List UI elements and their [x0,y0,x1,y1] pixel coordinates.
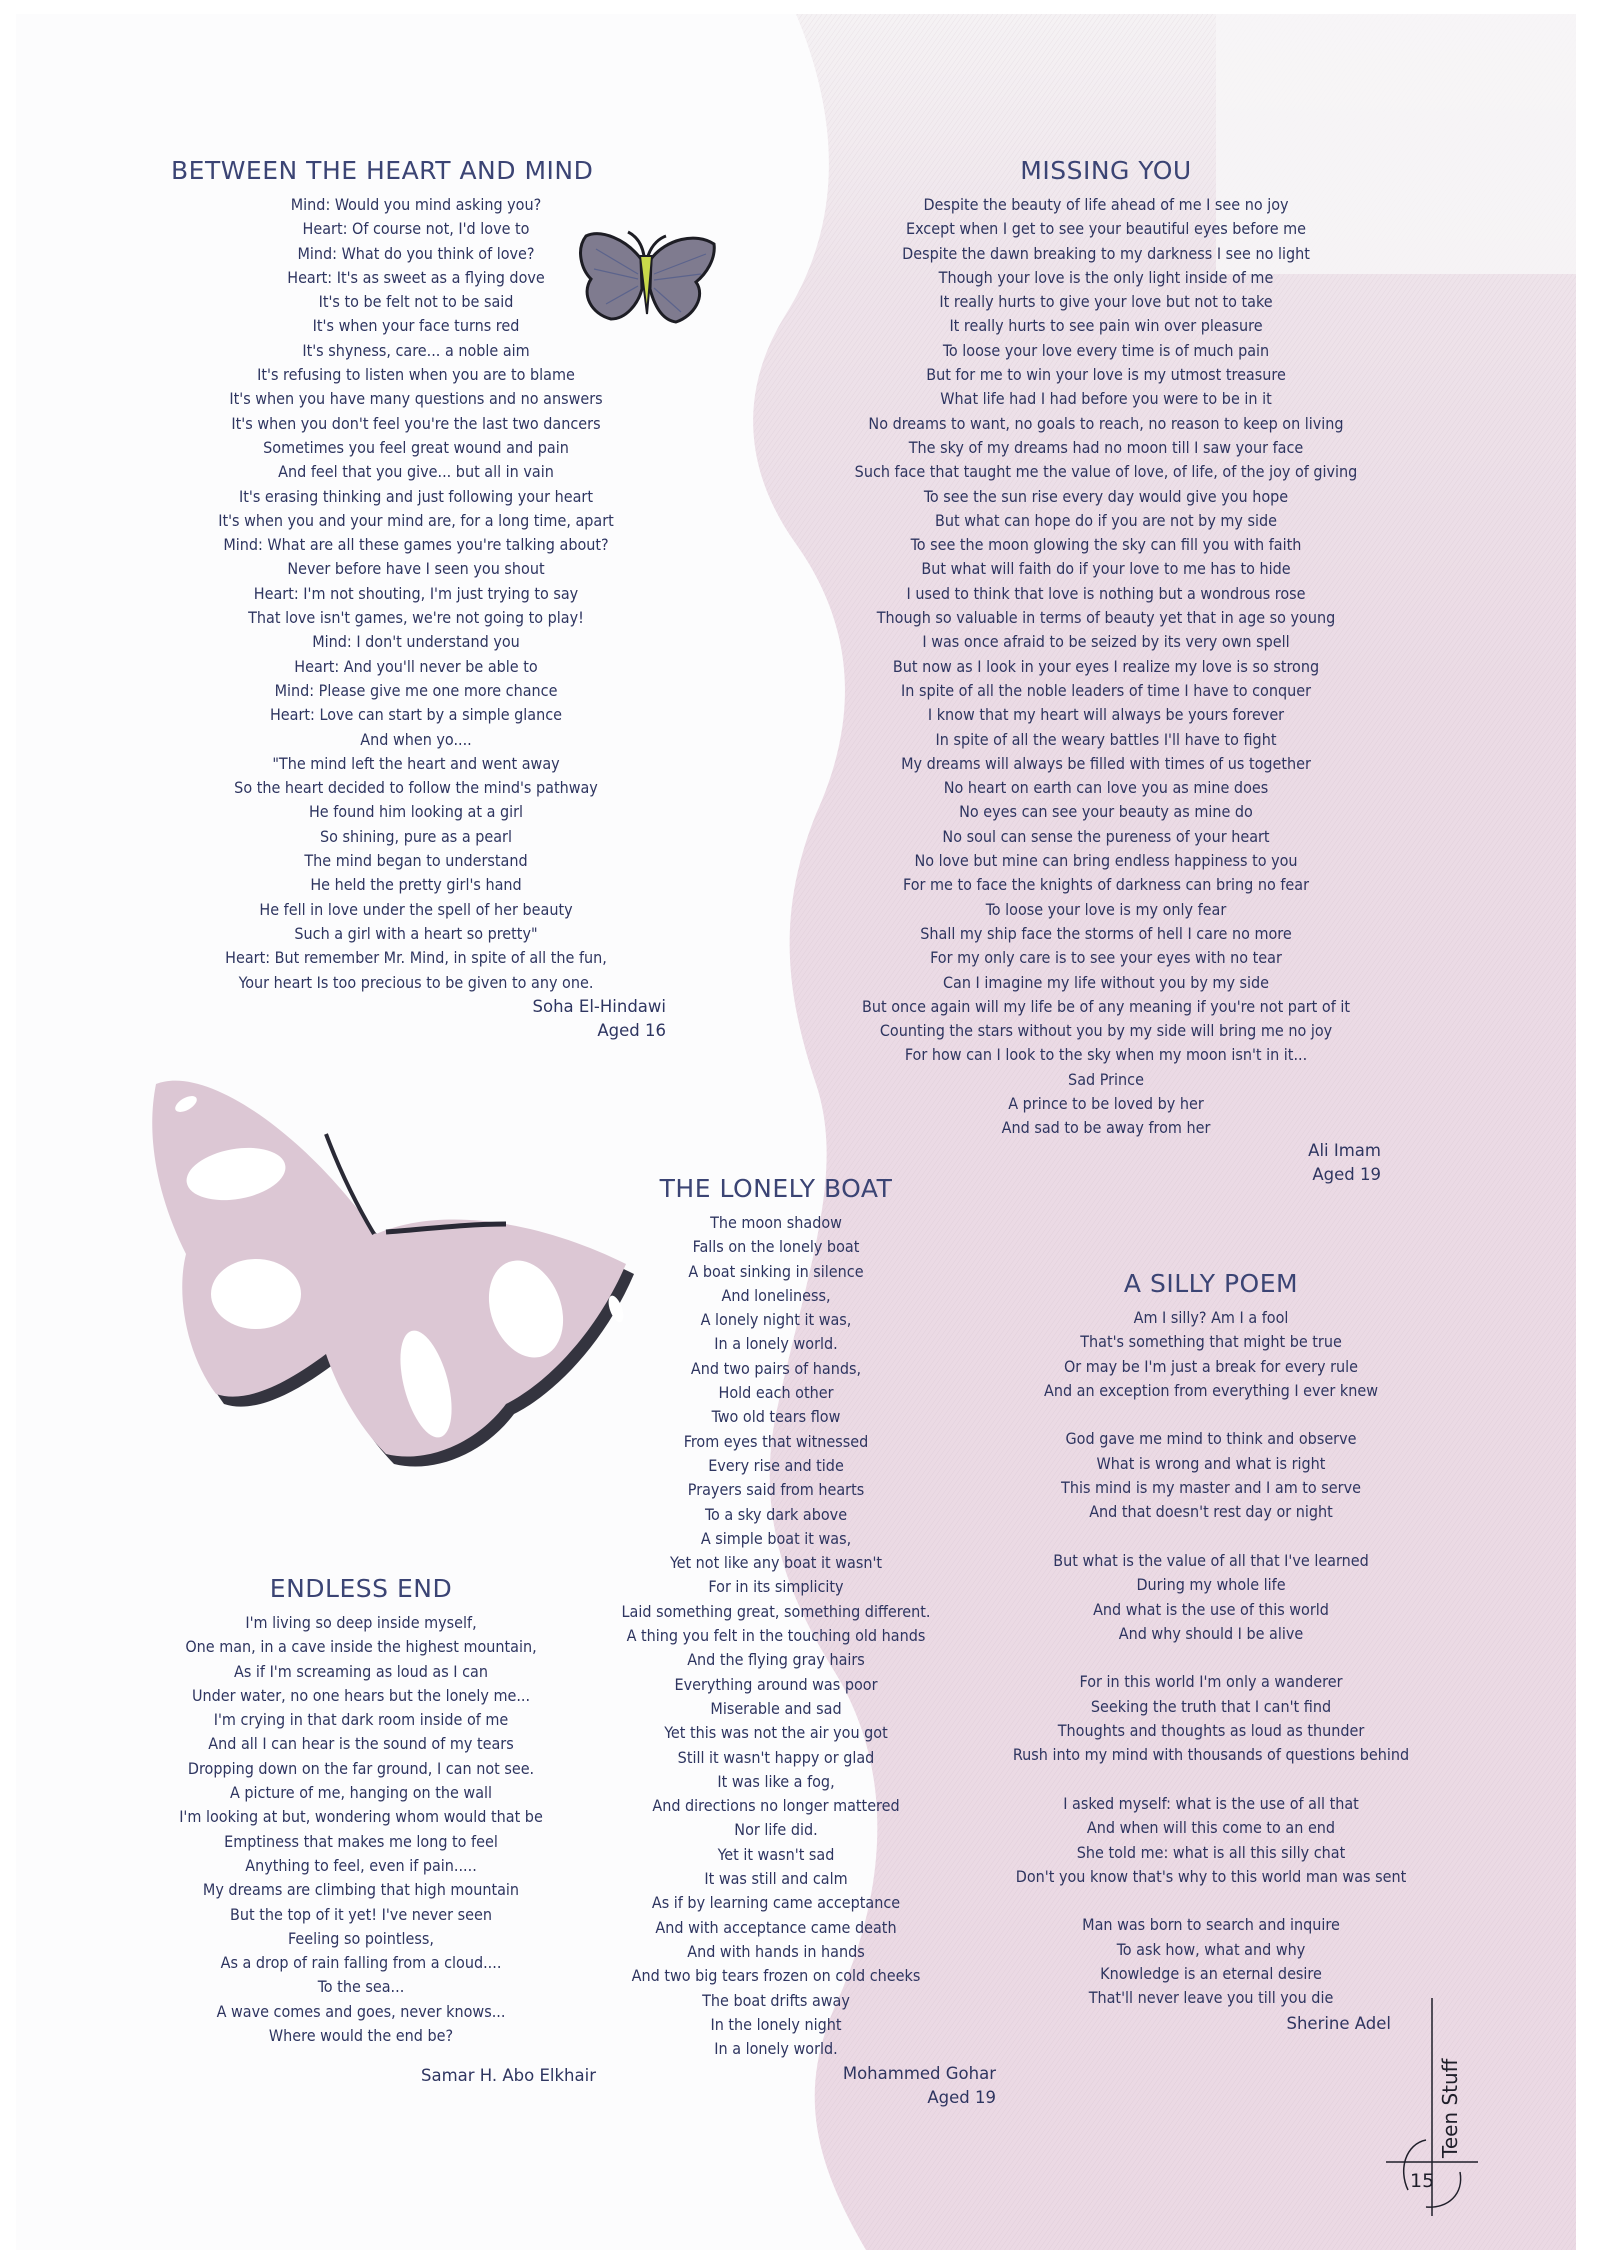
poem-line: To the sea... [317,1977,405,1997]
poem-line: Everything around was poor [674,1674,878,1694]
poem-line: Heart: It's as sweet as a flying dove [287,267,545,287]
poem-line: No soul can sense the pureness of your heart [942,826,1270,846]
section-page-mark [1386,1994,1506,2234]
poem-line: Two old tears flow [711,1407,841,1427]
poem-line: I'm crying in that dark room inside of me [213,1710,509,1730]
poem-line: This mind is my master and I am to serve [1061,1478,1361,1498]
poem-line: The sky of my dreams had no moon till I saw your face [908,437,1304,457]
poem-line: That's something that might be true [1080,1332,1342,1352]
poem-lines [806,193,1406,1141]
poem-line: Yet it wasn't sad [717,1844,835,1864]
poem-line: And that doesn't rest day or night [1089,1502,1333,1522]
poem-line: My dreams are climbing that high mountain [202,1880,520,1900]
poem-line: It really hurts to give your love but not to take [939,292,1273,312]
poem-line: It's erasing thinking and just following your heart [239,486,593,506]
poem-line: A thing you felt in the touching old hands [626,1626,926,1646]
poem-line: But for me to win your love is my utmost treasure [926,365,1286,385]
poem-line: Heart: Love can start by a simple glance [269,705,563,725]
poem-line: Yet this was not the air you got [664,1723,888,1743]
poem-line: I know that my heart will always be yours forever [927,705,1285,725]
poem-line: It's when you and your mind are, for a long time, apart [218,510,614,530]
poem-line: Feeling so pointless, [288,1928,434,1948]
poem-line: It's when your face turns red [312,316,520,336]
poem-line: Mind: What are all these games you're talking about? [223,535,609,555]
poem-line: Falls on the lonely boat [692,1237,860,1257]
poem-line: The boat drifts away [702,1990,850,2010]
poem-line: He held the pretty girl's hand [310,875,522,895]
poem-line: And loneliness, [721,1285,831,1305]
poem-line: In spite of all the noble leaders of time I have to conquer [901,680,1311,700]
page-number: 15 [1410,2170,1435,2192]
poem-byline-silly-poem [1166,2012,1391,2036]
poem-title: MISSING YOU [1020,156,1192,185]
poem-line: And an exception from everything I ever knew [1044,1380,1378,1400]
poem-line: Dropping down on the far ground, I can not see. [187,1758,535,1778]
poem-between-the-heart-and-mind [166,156,666,1043]
poem-line: He fell in love under the spell of her beauty [259,899,573,919]
poem-line: Man was born to search and inquire [1082,1915,1340,1935]
poem-title: ENDLESS END [269,1574,453,1603]
poem-line: Yet not like any boat it wasn't [669,1553,883,1573]
poem-line: For my only care is to see your eyes with no tear [930,948,1282,968]
poem-line: Mind: Would you mind asking you? [290,195,542,214]
poem-line: Mind: I don't understand you [312,632,520,652]
poem-line: I asked myself: what is the use of all that [1063,1793,1359,1813]
poem-line: To loose your love is my only fear [985,899,1227,919]
poem-line: A picture of me, hanging on the wall [229,1783,493,1803]
poem-line: Except when I get to see your beautiful eyes before me [905,219,1307,239]
poem-line: In the lonely night [710,2014,842,2034]
poem-line: That love isn't games, we're not going to play! [248,608,584,628]
poem-line: But what will faith do if your love to me has to hide [921,559,1291,579]
poem-endless-end [141,1574,581,2048]
poem-line: Seeking the truth that I can't find [1090,1696,1332,1716]
poem-line: It's when you don't feel you're the last two dancers [231,413,601,433]
poem-line: She told me: what is all this silly chat [1076,1842,1346,1862]
poem-line: For me to face the knights of darkness can bring no fear [902,875,1309,895]
poem-line: So the heart decided to follow the mind's pathway [234,778,598,798]
poem-line: Shall my ship face the storms of hell I care no more [920,923,1292,943]
poem-line: A simple boat it was, [700,1528,852,1548]
poem-line: "The mind left the heart and went away [272,753,560,773]
poem-line: Prayers said from hearts [687,1480,865,1500]
poem-line: To loose your love every time is of much pain [942,340,1270,360]
poem-line: Despite the dawn breaking to my darkness I see no light [902,243,1310,263]
poem-line: Nor life did. [734,1820,818,1840]
poem-line: But what is the value of all that I've learned [1053,1550,1369,1570]
poem-byline-missing-you [1196,1139,1381,1187]
magazine-page [16,14,1576,2250]
poem-line: But once again will my life be of any meaning if you're not part of it [862,996,1350,1016]
poem-line: No dreams to want, no goals to reach, no reason to keep on living [868,413,1344,433]
poem-line: And the flying gray hairs [687,1650,865,1670]
section-label: Teen Stuff [1438,2058,1462,2158]
poem-author-age: Aged 19 [927,2088,996,2107]
poem-line: It was like a fog, [717,1771,835,1791]
poem-line: The moon shadow [710,1213,842,1232]
poem-author-age: Aged 19 [1312,1165,1381,1184]
poem-line: No heart on earth can love you as mine does [943,778,1269,798]
poem-line: I'm looking at but, wondering whom would that be [179,1807,543,1827]
poem-line: Your heart Is too precious to be given to any one. [238,972,594,992]
poem-line: Every rise and tide [708,1455,844,1475]
poem-line: During my whole life [1136,1575,1286,1595]
poem-line: God gave me mind to think and observe [1065,1429,1357,1449]
poem-line: And two pairs of hands, [690,1358,862,1378]
poem-line: And feel that you give... but all in vain [278,462,554,482]
poem-line [991,1768,1431,1792]
poem-line: Hold each other [718,1383,834,1403]
poem-line: A boat sinking in silence [688,1261,864,1281]
poem-line: In a lonely world. [714,2039,838,2059]
poem-line: A wave comes and goes, never knows... [216,2001,506,2021]
poem-line: It's when you have many questions and no answers [229,389,603,409]
poem-line: Such face that taught me the value of love, of life, of the joy of giving [854,462,1358,482]
poem-title: BETWEEN THE HEART AND MIND [171,156,594,185]
poem-line: Heart: But remember Mr. Mind, in spite of all the fun, [225,948,607,968]
poem-line: For in this world I'm only a wanderer [1079,1672,1343,1692]
poem-line: To see the sun rise every day would give you hope [923,486,1289,506]
poem-line: Miserable and sad [710,1698,842,1718]
poem-author: Ali Imam [1308,1141,1381,1160]
poem-line: Heart: I'm not shouting, I'm just trying to say [253,583,579,603]
poem-line: That'll never leave you till you die [1088,1988,1334,2008]
poem-lines [991,1306,1431,2011]
poem-lines [141,1611,581,2048]
poem-line: Knowledge is an eternal desire [1100,1964,1322,1984]
poem-line: My dreams will always be filled with times of us together [901,753,1311,773]
poem-line: From eyes that witnessed [683,1431,869,1451]
poem-line: A lonely night it was, [700,1310,852,1330]
poem-line: Though your love is the only light inside of me [938,267,1274,287]
poem-line: And two big tears frozen on cold cheeks [631,1966,921,1986]
poem-line: And when will this come to an end [1086,1818,1336,1838]
poem-author: Sherine Adel [1286,2014,1391,2033]
poem-line [991,1525,1431,1549]
poem-line: To see the moon glowing the sky can fill you with faith [910,535,1302,555]
poem-line: I used to think that love is nothing but a wondrous rose [906,583,1306,603]
poem-line: So shining, pure as a pearl [320,826,512,846]
poem-line: It's to be felt not to be said [318,292,514,312]
poem-title: A SILLY POEM [1123,1269,1299,1298]
poem-line [991,1403,1431,1427]
poem-line: And why should I be alive [1118,1623,1304,1643]
poem-author: Mohammed Gohar [842,2064,996,2083]
poem-line: Anything to feel, even if pain..... [245,1855,477,1875]
poem-line: It really hurts to see pain win over pleasure [949,316,1263,336]
poem-missing-you [806,156,1406,1141]
poem-line: As a drop of rain falling from a cloud.... [220,1953,502,1973]
poem-line: And directions no longer mattered [652,1796,900,1816]
poem-line: As if by learning came acceptance [651,1893,901,1913]
poem-line: It's refusing to listen when you are to blame [257,365,575,385]
poem-title: THE LONELY BOAT [659,1174,893,1203]
poem-line: It was still and calm [704,1869,848,1889]
poem-line: But the top of it yet! I've never seen [230,1904,492,1924]
poem-lines [611,1211,941,2061]
poem-line: In spite of all the weary battles I'll have to fight [935,729,1277,749]
poem-line: It's shyness, care... a noble aim [302,340,530,360]
poem-line: To a sky dark above [704,1504,848,1524]
poem-line: Despite the beauty of life ahead of me I see no joy [923,195,1289,214]
poem-line: Still it wasn't happy or glad [677,1747,875,1767]
poem-line: He found him looking at a girl [308,802,524,822]
poem-line: Such a girl with a heart so pretty" [294,923,538,943]
poem-line: Thoughts and thoughts as loud as thunder [1057,1721,1365,1741]
poem-byline-lonely-boat [796,2062,996,2110]
poem-line: Mind: What do you think of love? [297,243,535,263]
poem-line: But now as I look in your eyes I realize my love is so strong [892,656,1320,676]
poem-line: Heart: And you'll never be able to [294,656,538,676]
poem-line: For in its simplicity [708,1577,844,1597]
poem-line: But what can hope do if you are not by my side [934,510,1278,530]
poem-line: I'm living so deep inside myself, [245,1613,477,1632]
poem-line: As if I'm screaming as loud as I can [234,1661,488,1681]
poem-line: One man, in a cave inside the highest mountain, [185,1637,537,1657]
poem-line: Can I imagine my life without you by my side [942,972,1270,992]
poem-line: Counting the stars without you by my side will bring me no joy [879,1021,1333,1041]
poem-line: What is wrong and what is right [1096,1453,1326,1473]
poem-line: Am I silly? Am I a fool [1133,1308,1289,1327]
poem-line: I was once afraid to be seized by its very own spell [922,632,1290,652]
poem-line: In a lonely world. [714,1334,838,1354]
poem-line: To ask how, what and why [1116,1939,1306,1959]
poem-line [991,1889,1431,1913]
poem-line: A prince to be loved by her [1008,1093,1204,1113]
poem-line: Mind: Please give me one more chance [274,680,558,700]
poem-line: Heart: Of course not, I'd love to [302,219,530,239]
poem-line: The mind began to understand [304,851,528,871]
poem-line [991,1646,1431,1670]
poem-the-lonely-boat [611,1174,941,2061]
poem-line: Or may be I'm just a break for every rule [1063,1356,1359,1376]
poem-lines [166,193,666,995]
poem-a-silly-poem [991,1269,1431,2011]
poem-author: Samar H. Abo Elkhair [420,2066,596,2085]
poem-byline-endless-end [336,2064,596,2088]
poem-line: Don't you know that's why to this world man was sent [1015,1866,1407,1886]
poem-line: Where would the end be? [268,2026,454,2046]
poem-line: Rush into my mind with thousands of questions behind [1012,1745,1410,1765]
poem-author-age: Aged 16 [597,1020,666,1040]
poem-line: No eyes can see your beauty as mine do [959,802,1253,822]
butterfly-icon [126,1054,646,1494]
poem-line: And when yo.... [360,729,472,749]
poem-line: Emptiness that makes me long to feel [224,1831,498,1851]
poem-line: What life had I had before you were to be in it [940,389,1272,409]
poem-line: For how can I look to the sky when my moon isn't in it... [904,1045,1308,1065]
poem-line: And what is the use of this world [1093,1599,1329,1619]
poem-line: Sometimes you feel great wound and pain [263,437,569,457]
poem-line: Never before have I seen you shout [287,559,545,579]
poem-line: No love but mine can bring endless happiness to you [914,851,1298,871]
poem-line: Sad Prince [1068,1069,1144,1089]
poem-line: Laid something great, something different. [621,1601,931,1621]
poem-author: Soha El-Hindawi [532,996,666,1016]
poem-line: And all I can hear is the sound of my tears [208,1734,514,1754]
poem-line: And with acceptance came death [655,1917,897,1937]
poem-line: Under water, no one hears but the lonely me... [191,1685,531,1705]
poem-line: And with hands in hands [687,1941,865,1961]
poem-line: Though so valuable in terms of beauty yet that in age so young [876,608,1336,628]
poem-line: And sad to be away from her [1001,1118,1211,1138]
